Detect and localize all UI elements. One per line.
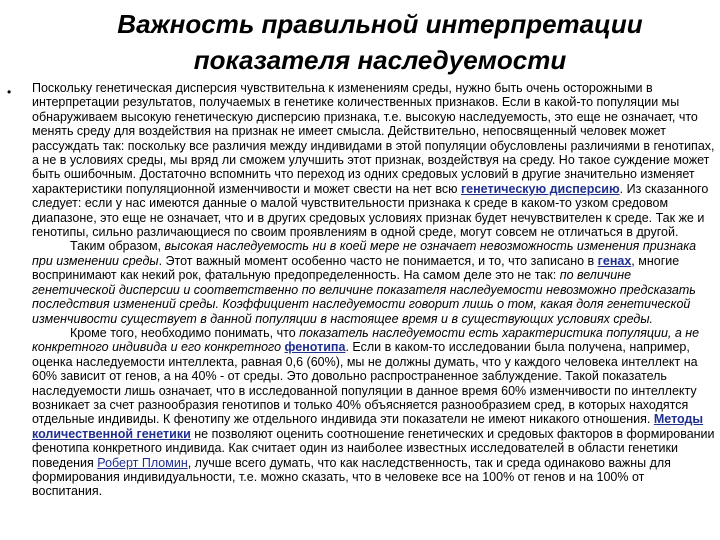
title-line-1: Важность правильной интерпретации — [117, 9, 643, 39]
p1-text-2: . Из сказанного следует: если у нас имеются данные о малой чувствительности признака к среде в каком-то узком средовом диапазоне, это еще не означает, что и в других средовых условиях признак будет нечувствителен к среде. Так же и генотипы, сильно различающиеся по своим проявлениям в одной среде, могут совсем не отличаться в другой. — [32, 181, 709, 240]
link-genes[interactable]: генах — [597, 253, 632, 268]
link-robert-plomin[interactable]: Роберт Пломин — [97, 455, 188, 470]
p2-text-3: , многие воспринимают как некий рок, фатальную предопределенность. На самом деле это не так: — [32, 253, 680, 283]
slide-title — [40, 6, 720, 78]
slide-body — [32, 81, 715, 499]
p2-emphasis-1: высокая наследуемость ни в коей мере не означает невозможность изменения признака при изменении среды — [32, 239, 697, 268]
p2-text-1: Таким образом, — [70, 239, 165, 254]
paragraph-3 — [32, 326, 715, 499]
paragraph-1 — [32, 81, 715, 239]
p2-emphasis-2: по величине генетической дисперсии и соответственно по величине показателя наследуемости невозможно предсказать последствия изменений среды. Коэффициент наследуемости говорит лишь о том, какая доля генетической изменчивости существует в данной популяции в настоящее время и в существующих условиях среды. — [32, 268, 696, 326]
bullet-marker: • — [7, 85, 12, 99]
p3-text-3: не позволяют оценить соотношение генетических и средовых факторов в формировании фенотипа конкретного индивида. Как считает один из наиболее известных исследователей в области генетики поведения — [32, 426, 715, 470]
link-phenotype[interactable]: фенотипа — [284, 340, 346, 355]
p3-text-2: . Если в каком-то исследовании была получена, например, оценка наследуемости интеллекта, равная 0,6 (60%), мы не должны думать, что у каждого человека интеллект на 60% зависит от генов, а на 40% - от среды. Это довольно распространенное заблуждение. Такой показатель наследуемости лишь означает, что в исследованной популяции в данное время 60% изменчивости по интеллекту возникает за счет разнообразия генотипов и только 40% объясняется разнообразием сред, в которых находятся отдельные индивиды. К фенотипу же отдельного индивида эти показатели не имеют никакого отношения. — [32, 340, 698, 427]
link-genetic-dispersion[interactable]: генетическую дисперсию — [460, 181, 620, 196]
paragraph-2 — [32, 239, 715, 325]
p3-text-4: , лучше всего думать, что как наследственность, так и среда одинаково важны для формирования индивидуальности, т.е. можно сказать, что в человеке все на 100% от генов и на 100% от воспитания. — [32, 455, 671, 499]
p3-text-1: Кроме того, необходимо понимать, что — [70, 325, 300, 340]
p2-text-2: . Этот важный момент особенно часто не понимается, и то, что записано в — [158, 253, 598, 268]
title-line-2: показателя наследуемости — [193, 45, 567, 75]
p3-emphasis-1: показатель наследуемости есть характеристика популяции, а не конкретного индивида и его конкретного — [32, 325, 700, 355]
link-quantitative-genetics-methods[interactable]: Методы количественной генетики — [32, 412, 704, 441]
p1-text-1: Поскольку генетическая дисперсия чувствительна к изменениям среды, нужно быть очень осторожными в интерпретации результатов, получаемых в генетике количественных признаков. Если в какой-то популяции мы обнаруживаем высокую генетическую дисперсию признака, т.е. высокую наследуемость, это еще не означает, что менять среду для воздействия на признак не имеет смысла. Действительно, непосвященный человек может рассуждать так: поскольку все различия между индивидами в этой популяции обусловлены различиями в генотипах, а не в условиях среды, мы вряд ли сможем улучшить этот признак, воздействуя на среду. Но такое суждение может быть ошибочным. Достаточно вспомнить что переход из одних средовых условий в другие значительно изменяет характеристики популяционной изменчивости и может свести на нет всю — [32, 81, 715, 196]
